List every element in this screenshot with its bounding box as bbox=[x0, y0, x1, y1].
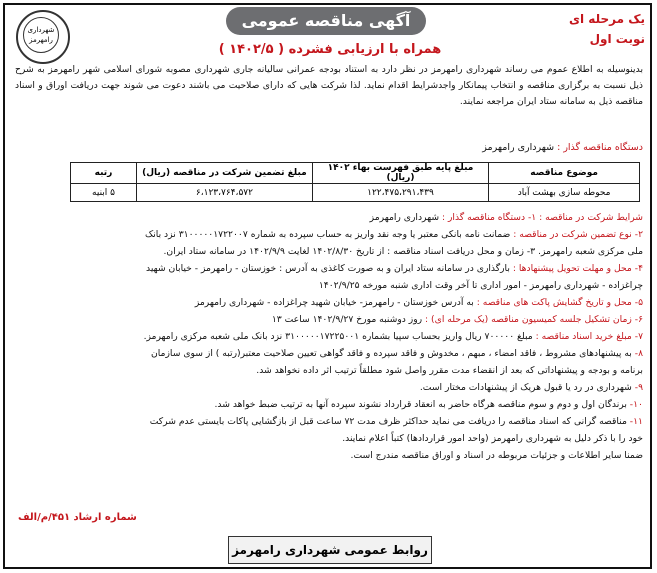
condition-line: ضمنا سایر اطلاعات و جزئیات مربوطه در اسناد و اوراق مناقصه مندرج است. bbox=[350, 450, 643, 461]
condition-line: ۱۱- مناقصه گرانی که اسناد مناقصه را دریافت می نماید حداکثر ظرف مدت ۷۲ ساعت قبل از بازگشایی پاکات بایستی عدم شرکت bbox=[149, 416, 643, 427]
organizer-label: دستگاه مناقصه گذار : bbox=[557, 142, 643, 153]
table-header-row bbox=[71, 163, 640, 184]
subtitle: همراه با ارزیابی فشرده ( ۱۴۰۲/۵ ) bbox=[218, 42, 442, 57]
condition-line: ۴- محل و مهلت تحویل پیشنهادها : بارگذاری در سامانه ستاد ایران و به صورت کاغذی به آدرس : خوزستان - رامهرمز - خیابان شهید bbox=[146, 263, 643, 274]
condition-line: ۲- نوع تضمین شرکت در مناقصه : ضمانت نامه بانکی معتبر یا وجه نقد واریز به حساب سپرده به شماره ۳۱۰۰۰۰۰۱۷۲۲۰۰۷ نزد بانک bbox=[145, 229, 643, 240]
table-row bbox=[71, 184, 640, 202]
municipality-seal bbox=[16, 10, 70, 64]
condition-line: ۷- مبلغ خرید اسناد مناقصه : مبلغ ۷۰۰۰۰۰ ریال واریز بحساب سپیا بشماره ۳۱۰۰۰۰۰۱۷۲۲۵۰۰۱ نزد بانک ملی شعبه مرکزی رامهرمز. bbox=[143, 331, 643, 342]
stage-label: یک مرحله ای bbox=[569, 12, 645, 26]
cell-base-amount: ۱۲۲،۴۷۵،۲۹۱،۴۳۹ bbox=[312, 184, 488, 202]
condition-line: ملی مرکزی شعبه رامهرمز. ۳- زمان و محل دریافت اسناد مناقصه : از تاریخ ۱۴۰۲/۸/۳۰ لغایت ۱۴۰۲/۹/۹ در سامانه ستاد ایران. bbox=[163, 246, 643, 257]
condition-line: ۸- به پیشنهادهای مشروط ، فاقد امضاء ، مبهم ، مخدوش و فاقد سپرده و فاقد گواهی تعیین صلاحیت معتبر(رتبه ) از سوی سازمان bbox=[151, 348, 643, 359]
intro-paragraph: بدینوسیله به اطلاع عموم می رساند شهرداری رامهرمز در نظر دارد به استناد بودجه عمرانی سالیانه جاری شهرداری مصوبه شورای اسلامی شهر رامهرمز به شرح ذیل نسبت به برگزاری مناقصه و انتخاب پیمانکار واجدشرایط اقدام نماید. لذا شرکت هایی که دارای صلاحیت می باشند دعوت می شوند جهت دریافت اوراق و اسناد مناقصه ذیل به سامانه ستاد ایران مراجعه نمایند. bbox=[15, 64, 643, 107]
condition-line: شرایط شرکت در مناقصه : ۱- دستگاه مناقصه گذار : شهرداری رامهرمز bbox=[369, 212, 643, 223]
condition-line: ۹- شهرداری در رد یا قبول هریک از پیشنهادات مختار است. bbox=[419, 382, 643, 393]
seal-text: شهرداری رامهرمز bbox=[23, 17, 59, 53]
round-label: نوبت اول bbox=[589, 32, 645, 46]
condition-line: ۶- زمان تشکیل جلسه کمیسیون مناقصه (یک مرحله ای) : روز دوشنبه مورخ ۱۴۰۲/۹/۲۷ ساعت ۱۳ bbox=[271, 314, 643, 325]
header-base-amount: مبلغ پایه طبق فهرست بهاء ۱۴۰۲ (ریال) bbox=[312, 163, 488, 184]
condition-line: برنامه و بودجه و پیشنهاداتی که بعد از انقضاء مدت مقرر واصل شود مطلقاً ترتیب اثر داده نخواهد شد. bbox=[256, 365, 643, 376]
condition-line: خود را با ذکر دلیل به شهرداری رامهرمز (واحد امور قراردادها) کتباً اعلام نمایند. bbox=[342, 433, 643, 444]
condition-line: ۵- محل و تاریخ گشایش پاکت های مناقصه : به آدرس خوزستان - رامهرمز- خیابان شهید چراغزاده - شهرداری رامهرمز bbox=[194, 297, 643, 308]
cell-subject: محوطه سازی بهشت آباد bbox=[489, 184, 640, 202]
publisher-box: روابط عمومی شهرداری رامهرمز bbox=[228, 536, 432, 564]
cell-guarantee-amount: ۶،۱۲۳،۷۶۴،۵۷۲ bbox=[137, 184, 313, 202]
organizer-value: شهرداری رامهرمز bbox=[482, 142, 555, 153]
header-rank: رتبه bbox=[71, 163, 137, 184]
notice-title-banner: آگهی مناقصه عمومی bbox=[226, 7, 426, 35]
guidance-number: شماره ارشاد ۴۵۱/م/الف bbox=[18, 512, 137, 523]
condition-line: ۱۰- برندگان اول و دوم و سوم مناقصه هرگاه حاضر به انعقاد قرارداد نشوند سپرده آنها به ترتیب ضبط خواهد شد. bbox=[214, 399, 643, 410]
organizer-line bbox=[482, 142, 643, 153]
header-subject: موضوع مناقصه bbox=[489, 163, 640, 184]
cell-rank: ۵ ابنیه bbox=[71, 184, 137, 202]
condition-line: چراغزاده - شهرداری رامهرمز - امور اداری تا آخر وقت اداری شنبه مورخه ۱۴۰۲/۹/۲۵ bbox=[318, 280, 643, 291]
tender-table bbox=[70, 162, 640, 202]
header-guarantee-amount: مبلغ تضمین شرکت در مناقصه (ریال) bbox=[137, 163, 313, 184]
